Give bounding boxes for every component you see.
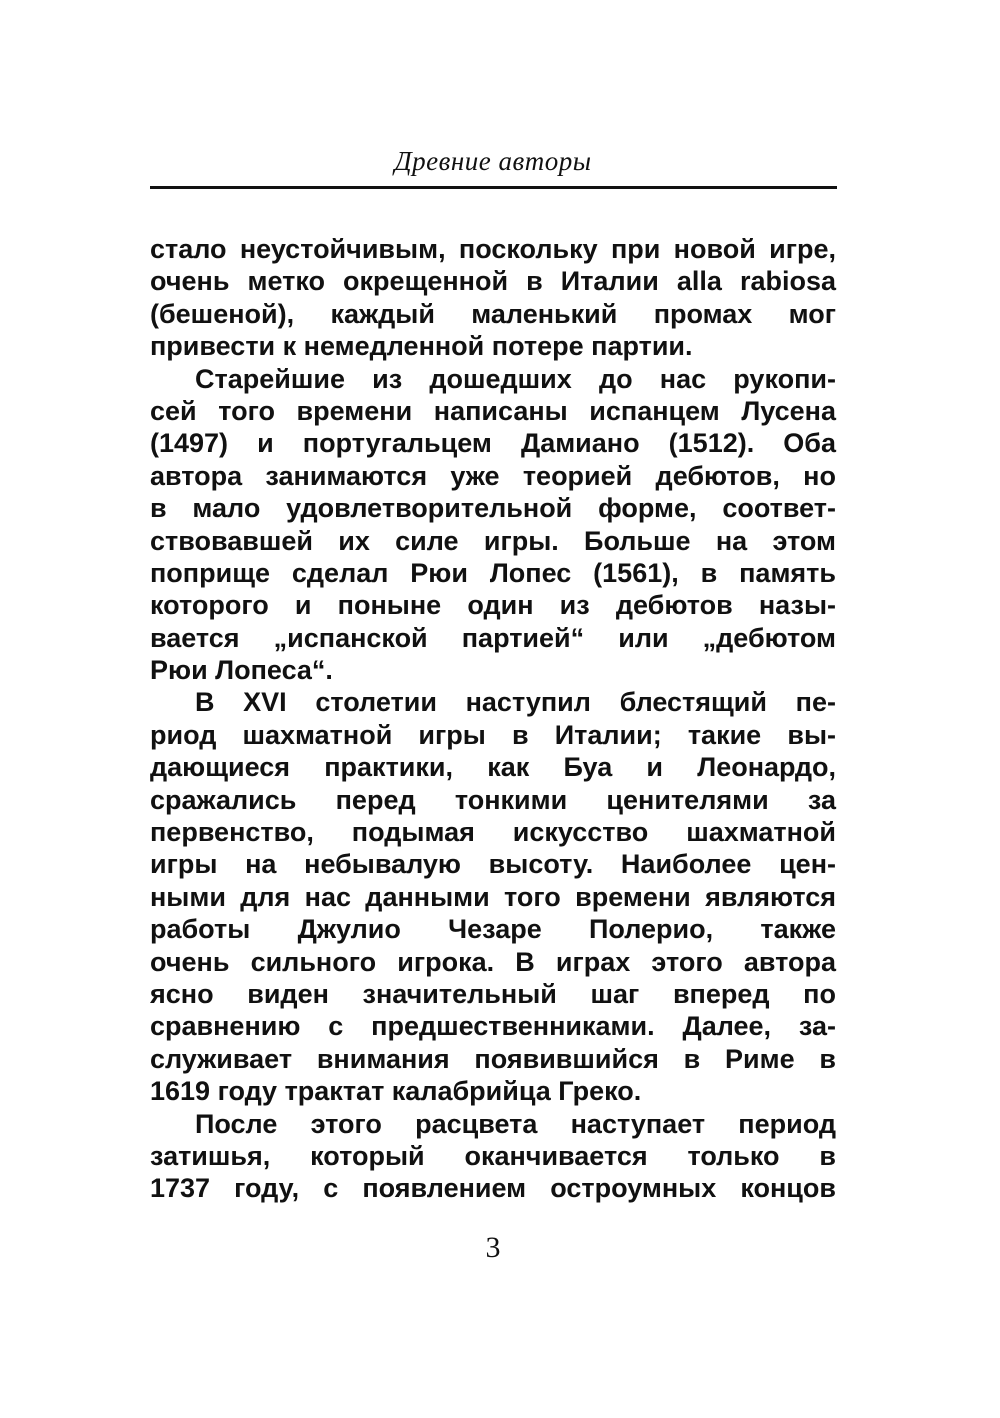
text-line: стало неустойчивым, поскольку при новой игре,	[150, 234, 836, 264]
header-rule	[150, 186, 837, 189]
text-line: В XVI столетии наступил блестящий пе-	[195, 687, 836, 718]
text-line: в мало удовлетворительной форме, соответ-	[150, 493, 836, 524]
text-line: привести к немедленной потере партии.	[150, 331, 693, 362]
text-line: Рюи Лопеса“.	[150, 655, 333, 686]
text-line: 1619 году трактат калабрийца Греко.	[150, 1076, 642, 1107]
text-line: первенство, подымая искусство шахматной	[150, 817, 836, 848]
text-line: После этого расцвета наступает период	[195, 1108, 836, 1139]
text-line: (1497) и португальцем Дамиано (1512). Оба	[150, 428, 836, 459]
text-line: ствовавшей их силе игры. Больше на этом	[150, 525, 836, 556]
text-line: 1737 году, с появлением остроумных концов	[150, 1173, 836, 1204]
running-head: Древние авторы	[394, 146, 592, 176]
page-number: 3	[485, 1231, 501, 1264]
text-line: вается „испанской партией“ или „дебютом	[150, 622, 836, 653]
text-line: дающиеся практики, как Буа и Леонардо,	[150, 752, 836, 783]
text-line: автора занимаются уже теорией дебютов, но	[150, 460, 836, 491]
text-line: очень метко окрещенной в Италии alla rabiosa	[150, 266, 836, 297]
body-text	[150, 233, 836, 1205]
text-line: затишья, который оканчивается только в	[150, 1140, 836, 1171]
text-line: сей того времени написаны испанцем Лусена	[150, 395, 836, 426]
text-line: которого и поныне один из дебютов назы-	[150, 590, 836, 621]
text-line: ными для нас данными того времени являются	[150, 881, 836, 912]
text-line: ясно виден значительный шаг вперед по	[150, 978, 836, 1009]
text-line: работы Джулио Чезаре Полерио, также	[150, 914, 836, 945]
text-line: очень сильного игрока. В играх этого автора	[150, 946, 836, 977]
text-line: служивает внимания появившийся в Риме в	[150, 1043, 836, 1074]
text-line: поприще сделал Рюи Лопес (1561), в память	[150, 557, 836, 588]
text-line: (бешеной), каждый маленький промах мог	[150, 298, 836, 329]
text-line: сражались перед тонкими ценителями за	[150, 784, 836, 815]
text-line: Старейшие из дошедших до нас рукопи-	[195, 363, 836, 394]
text-line: риод шахматной игры в Италии; такие вы-	[150, 719, 836, 750]
text-line: сравнению с предшественниками. Далее, за-	[150, 1011, 836, 1042]
text-line: игры на небывалую высоту. Наиболее цен-	[150, 849, 836, 880]
